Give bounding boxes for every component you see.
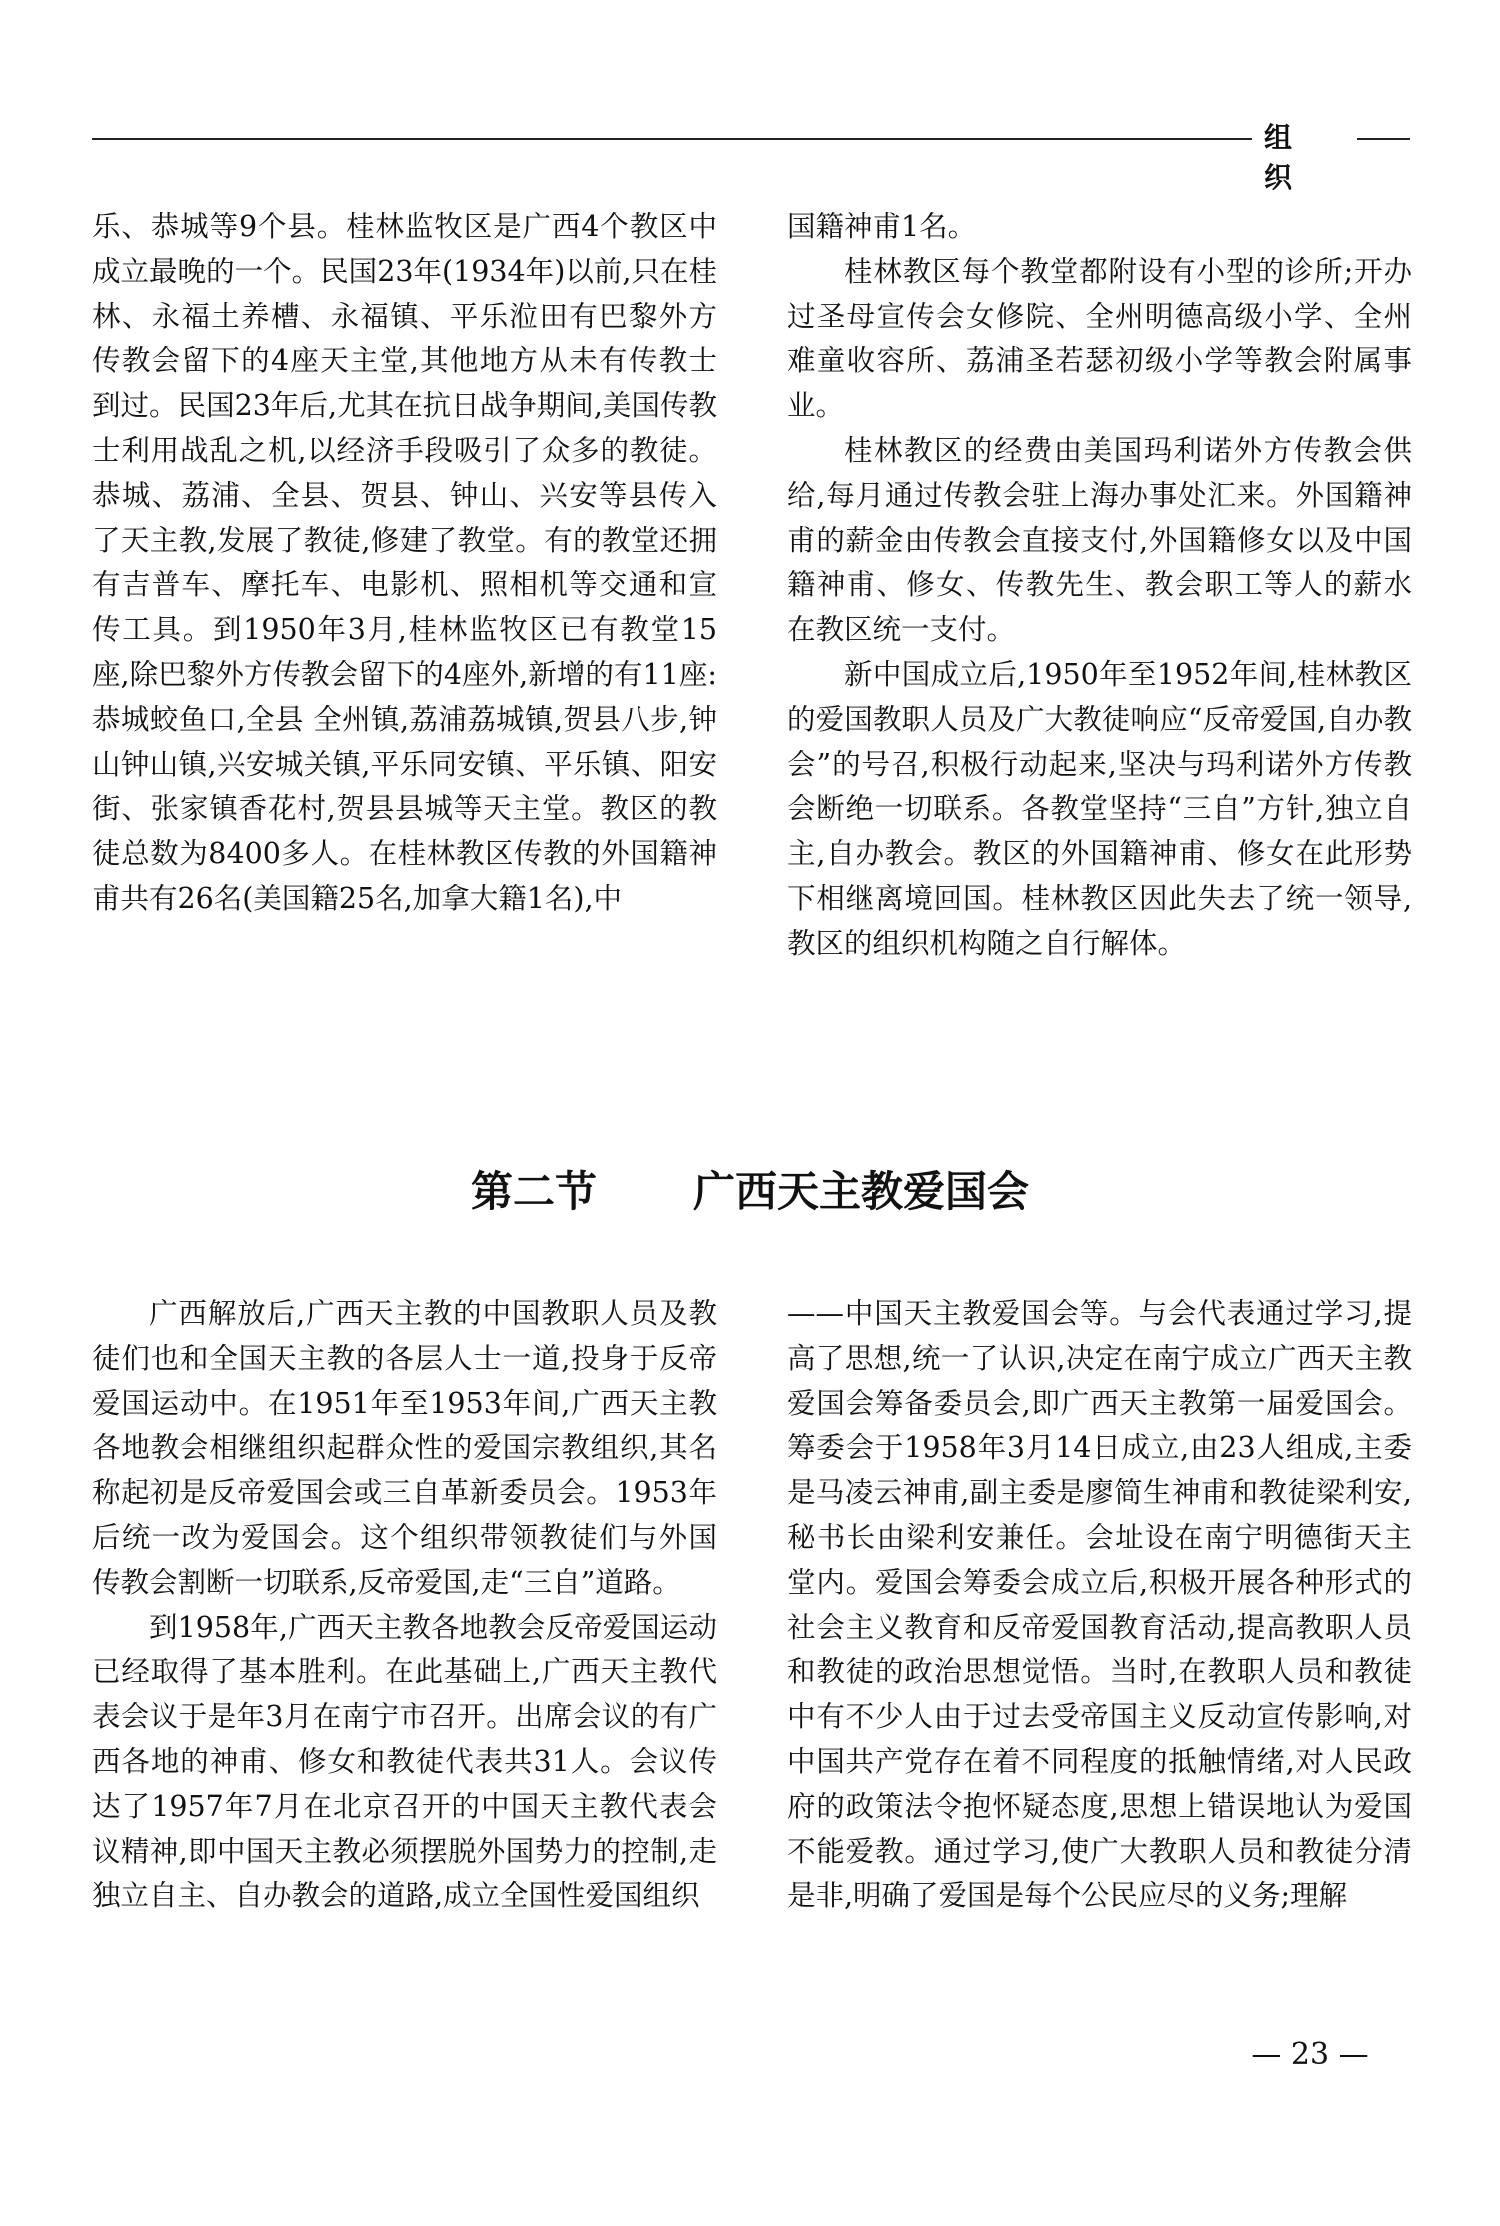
paragraph: 桂林教区每个教堂都附设有小型的诊所;开办过圣母宣传会女修院、全州明德高级小学、全州难童收容所、荔浦圣若瑟初级小学等教会附属事业。 [787,254,1412,423]
paragraph: 到1958年,广西天主教各地教会反帝爱国运动已经取得了基本胜利。在此基础上,广西天主教代表会议于是年3月在南宁市召开。出席会议的有广西各地的神甫、修女和教徒代表共31人。会议传达了1957年7月在北京召开的中国天主教代表会议精神,即中国天主教必须摆脱外国势力的控制,走独立自主、自办教会的道路,成立全国性爱国组织 [92,1610,717,1913]
header-rule-left [92,138,1252,140]
bottom-right-column [787,1292,1412,1919]
header-rule-right [1357,138,1410,140]
bottom-left-column [92,1292,717,1919]
running-header [92,118,1410,194]
paragraph: ——中国天主教爱国会等。与会代表通过学习,提高了思想,统一了认识,决定在南宁成立广西天主教爱国会筹备委员会,即广西天主教第一届爱国会。筹委会于1958年3月14日成立,由23人组成,主委是马凌云神甫,副主委是廖简生神甫和教徒梁利安,秘书长由梁利安兼任。会址设在南宁明德街天主堂内。爱国会筹委会成立后,积极开展各种形式的社会主义教育和反帝爱国教育活动,提高教职人员和教徒的政治思想觉悟。当时,在教职人员和教徒中有不少人由于过去受帝国主义反动宣传影响,对中国共产党存在着不同程度的抵触情绪,对人民政府的政策法令抱怀疑态度,思想上错误地认为爱国不能爱教。通过学习,使广大教职人员和教徒分清是非,明确了爱国是每个公民应尽的义务;理解 [787,1297,1412,1913]
paragraph: 广西解放后,广西天主教的中国教职人员及教徒们也和全国天主教的各层人士一道,投身于反帝爱国运动中。在1951年至1953年间,广西天主教各地教会相继组织起群众性的爱国宗教组织,其名称起初是反帝爱国会或三自革新委员会。1953年后统一改为爱国会。这个组织带领教徒们与外国传教会割断一切联系,反帝爱国,走“三自”道路。 [92,1297,717,1599]
header-section-label: 组 织 [1264,121,1309,194]
paragraph: 桂林教区的经费由美国玛利诺外方传教会供给,每月通过传教会驻上海办事处汇来。外国籍神甫的薪金由传教会直接支付,外国籍修女以及中国籍神甫、修女、传教先生、教会职工等人的薪水在教区统一支付。 [787,433,1412,647]
section-number: 第二节 [470,1167,597,1216]
paragraph: 国籍神甫1名。 [787,210,977,243]
paragraph: 乐、恭城等9个县。桂林监牧区是广西4个教区中成立最晚的一个。民国23年(1934年)以前,只在桂林、永福土养槽、永福镇、平乐涖田有巴黎外方传教会留下的4座天主堂,其他地方从未有传教士到过。民国23年后,尤其在抗日战争期间,美国传教士利用战乱之机,以经济手段吸引了众多的教徒。恭城、荔浦、全县、贺县、钟山、兴安等县传入了天主教,发展了教徒,修建了教堂。有的教堂还拥有吉普车、摩托车、电影机、照相机等交通和宣传工具。到1950年3月,桂林监牧区已有教堂15座,除巴黎外方传教会留下的4座外,新增的有11座:恭城蛟鱼口,全县 全州镇,荔浦荔城镇,贺县八步,钟山钟山镇,兴安城关镇,平乐同安镇、平乐镇、阳安街、张家镇香花村,贺县县城等天主堂。教区的教徒总数为8400多人。在桂林教区传教的外国籍神甫共有26名(美国籍25名,加拿大籍1名),中 [92,210,717,915]
top-left-column [92,205,717,922]
paragraph: 新中国成立后,1950年至1952年间,桂林教区的爱国教职人员及广大教徒响应“反帝爱国,自办教会”的号召,积极行动起来,坚决与玛利诺外方传教会断绝一切联系。各教堂坚持“三自”方针,独立自主,自办教会。教区的外国籍神甫、修女在此形势下相继离境回国。桂林教区因此失去了统一领导,教区的组织机构随之自行解体。 [787,657,1412,960]
top-right-column [787,205,1412,967]
section-title: 广西天主教爱国会 [693,1167,1030,1216]
page-number: — 23 — [1251,2037,1369,2072]
section-heading [0,1162,1500,1222]
